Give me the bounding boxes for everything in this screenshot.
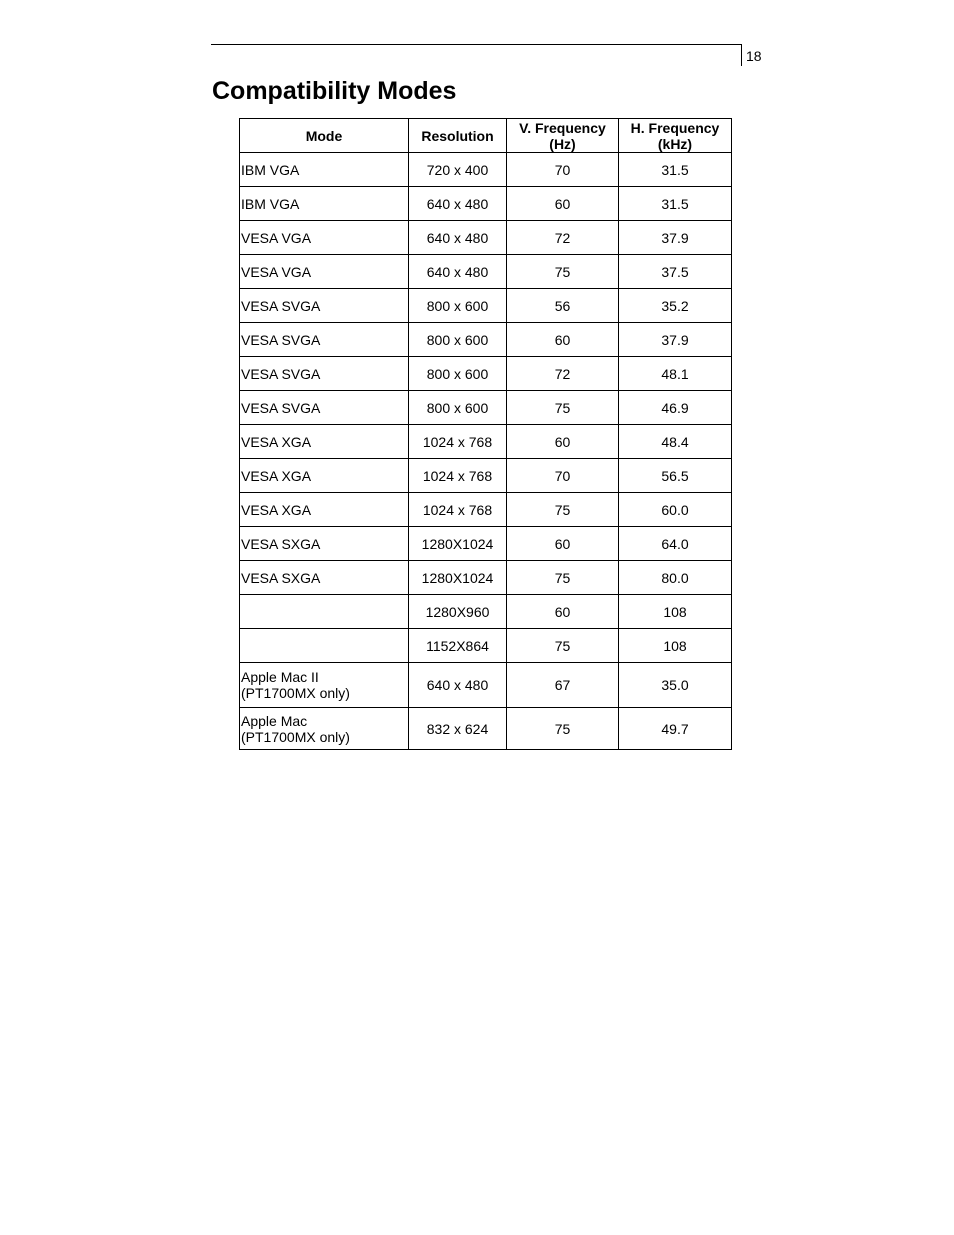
cell-h-frequency: 46.9: [619, 391, 732, 425]
cell-mode: VESA SVGA: [240, 323, 409, 357]
cell-mode: [240, 629, 409, 663]
cell-h-frequency: 48.1: [619, 357, 732, 391]
table-row: [240, 527, 732, 561]
cell-resolution: 640 x 480: [409, 187, 507, 221]
cell-resolution: 1280X1024: [409, 527, 507, 561]
cell-mode: VESA XGA: [240, 425, 409, 459]
table-row: [240, 459, 732, 493]
cell-resolution: 800 x 600: [409, 289, 507, 323]
cell-h-frequency: 108: [619, 629, 732, 663]
table-row: [240, 187, 732, 221]
cell-h-frequency: 80.0: [619, 561, 732, 595]
cell-h-frequency: 108: [619, 595, 732, 629]
cell-v-frequency: 75: [507, 493, 619, 527]
cell-h-frequency: 60.0: [619, 493, 732, 527]
page-title: Compatibility Modes: [212, 77, 457, 105]
cell-mode: VESA VGA: [240, 255, 409, 289]
table-row: [240, 323, 732, 357]
cell-v-frequency: 75: [507, 391, 619, 425]
cell-resolution: 800 x 600: [409, 357, 507, 391]
cell-mode: [240, 595, 409, 629]
header-divider: [741, 44, 742, 66]
cell-mode: IBM VGA: [240, 153, 409, 187]
cell-mode: VESA SXGA: [240, 527, 409, 561]
header-rule: [211, 44, 741, 45]
cell-v-frequency: 67: [507, 663, 619, 708]
table-row: [240, 153, 732, 187]
cell-v-frequency: 60: [507, 595, 619, 629]
cell-mode: VESA XGA: [240, 493, 409, 527]
cell-v-frequency: 60: [507, 425, 619, 459]
table-row: [240, 391, 732, 425]
table-row: [240, 708, 732, 750]
cell-h-frequency: 31.5: [619, 153, 732, 187]
cell-resolution: 1024 x 768: [409, 493, 507, 527]
cell-v-frequency: 70: [507, 153, 619, 187]
cell-v-frequency: 60: [507, 527, 619, 561]
compatibility-modes-table: [239, 118, 732, 750]
column-header-mode: Mode: [240, 119, 409, 153]
cell-mode: VESA VGA: [240, 221, 409, 255]
cell-mode: VESA SXGA: [240, 561, 409, 595]
cell-h-frequency: 31.5: [619, 187, 732, 221]
cell-resolution: 1280X960: [409, 595, 507, 629]
column-header-h-frequency: H. Frequency (kHz): [619, 119, 732, 153]
table-row: [240, 289, 732, 323]
cell-mode: Apple Mac (PT1700MX only): [240, 708, 409, 750]
table-row: [240, 663, 732, 708]
cell-resolution: 640 x 480: [409, 663, 507, 708]
cell-resolution: 640 x 480: [409, 255, 507, 289]
cell-v-frequency: 72: [507, 357, 619, 391]
cell-v-frequency: 56: [507, 289, 619, 323]
cell-v-frequency: 75: [507, 629, 619, 663]
table-row: [240, 629, 732, 663]
cell-v-frequency: 75: [507, 708, 619, 750]
cell-v-frequency: 70: [507, 459, 619, 493]
page-number: 18: [746, 48, 762, 64]
table-header-row: [240, 119, 732, 153]
cell-resolution: 832 x 624: [409, 708, 507, 750]
cell-resolution: 1024 x 768: [409, 459, 507, 493]
cell-mode: VESA SVGA: [240, 289, 409, 323]
cell-v-frequency: 60: [507, 187, 619, 221]
cell-v-frequency: 60: [507, 323, 619, 357]
cell-h-frequency: 48.4: [619, 425, 732, 459]
cell-mode: VESA SVGA: [240, 391, 409, 425]
cell-h-frequency: 56.5: [619, 459, 732, 493]
cell-h-frequency: 49.7: [619, 708, 732, 750]
cell-v-frequency: 72: [507, 221, 619, 255]
cell-h-frequency: 37.9: [619, 323, 732, 357]
table-row: [240, 493, 732, 527]
cell-h-frequency: 35.2: [619, 289, 732, 323]
cell-v-frequency: 75: [507, 561, 619, 595]
cell-resolution: 720 x 400: [409, 153, 507, 187]
column-header-resolution: Resolution: [409, 119, 507, 153]
cell-h-frequency: 64.0: [619, 527, 732, 561]
table-body: [240, 153, 732, 750]
cell-mode: IBM VGA: [240, 187, 409, 221]
cell-mode: VESA XGA: [240, 459, 409, 493]
cell-mode: VESA SVGA: [240, 357, 409, 391]
cell-h-frequency: 37.5: [619, 255, 732, 289]
table-row: [240, 425, 732, 459]
column-header-v-frequency: V. Frequency (Hz): [507, 119, 619, 153]
cell-resolution: 800 x 600: [409, 391, 507, 425]
cell-resolution: 1152X864: [409, 629, 507, 663]
cell-h-frequency: 35.0: [619, 663, 732, 708]
table-row: [240, 561, 732, 595]
table-row: [240, 595, 732, 629]
table-row: [240, 357, 732, 391]
cell-resolution: 800 x 600: [409, 323, 507, 357]
cell-v-frequency: 75: [507, 255, 619, 289]
table-row: [240, 221, 732, 255]
cell-resolution: 1024 x 768: [409, 425, 507, 459]
cell-mode: Apple Mac II (PT1700MX only): [240, 663, 409, 708]
cell-resolution: 640 x 480: [409, 221, 507, 255]
cell-resolution: 1280X1024: [409, 561, 507, 595]
cell-h-frequency: 37.9: [619, 221, 732, 255]
table-row: [240, 255, 732, 289]
